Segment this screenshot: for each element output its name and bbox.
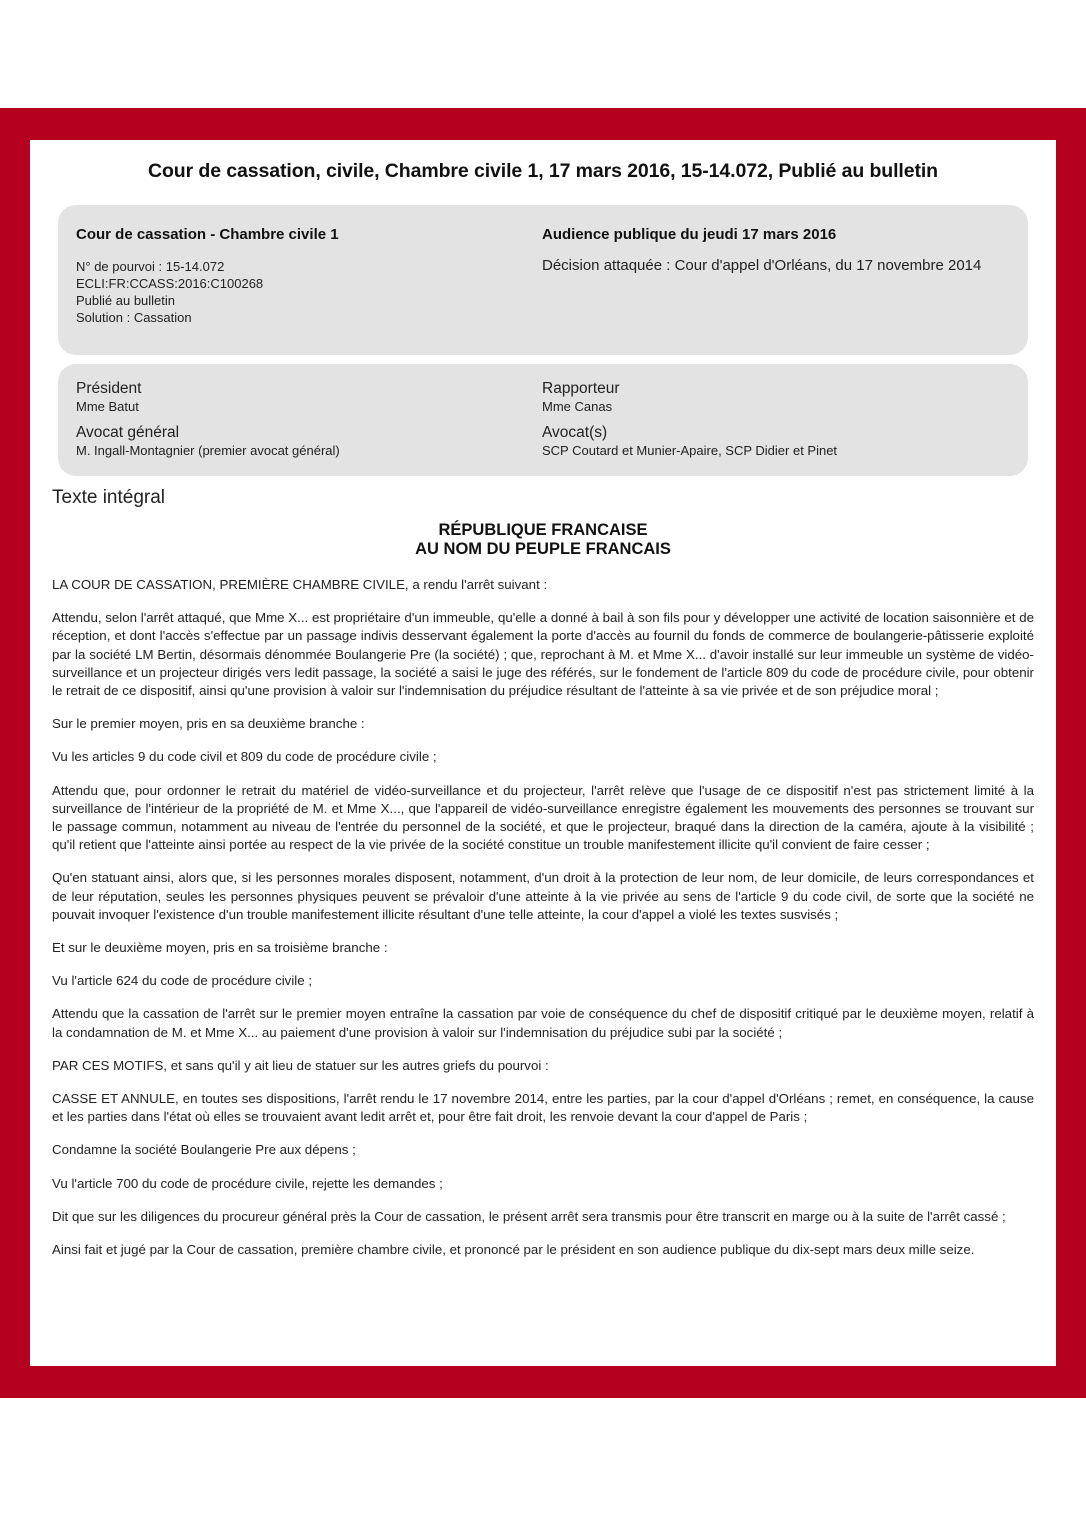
paragraph: Dit que sur les diligences du procureur général près la Cour de cassation, le présent arrêt sera transmis pour être transcrit en marge ou à la suite de l'arrêt cassé ; (52, 1208, 1006, 1224)
paragraph: Attendu que la cassation de l'arrêt sur le premier moyen entraîne la cassation par voie de conséquence du chef de dispositif critiqué par le deuxième moyen, relatif à la condamnation de M. et Mme X... au paiement d'une provision à valoir sur l'indemnisation du préjudice subi par la société ; (52, 1006, 1034, 1040)
paragraph: Vu les articles 9 du code civil et 809 du code de procédure civile ; (52, 749, 437, 765)
parties-panel (58, 364, 1028, 476)
paragraph: Et sur le deuxième moyen, pris en sa troisième branche : (52, 940, 388, 956)
avocat-general-label: Avocat général (76, 424, 180, 441)
audience-heading: Audience publique du jeudi 17 mars 2016 (542, 226, 837, 243)
paragraph: LA COUR DE CASSATION, PREMIÈRE CHAMBRE CIVILE, a rendu l'arrêt suivant : (52, 577, 548, 592)
ecli-code: ECLI:FR:CCASS:2016:C100268 (76, 276, 264, 291)
paragraph: PAR CES MOTIFS, et sans qu'il y ait lieu de statuer sur les autres griefs du pourvoi : (52, 1057, 549, 1073)
solution: Solution : Cassation (76, 310, 192, 325)
paragraph: Qu'en statuant ainsi, alors que, si les personnes morales disposent, notamment, d'un droit à la protection de leur nom, de leur domicile, de leurs correspondances et de leur réputation, seules les personnes physiques peuvent se prévaloir d'une atteinte à la vie privée au sens de l'article 9 du code civil, de sorte que la société ne pouvait invoquer l'existence d'un trouble manifestement illicite résultant d'une telle atteinte, la cour d'appel a violé les textes susvisés ; (52, 870, 1034, 922)
paragraph: Attendu que, pour ordonner le retrait du matériel de vidéo-surveillance et du projecteur, l'arrêt relève que l'usage de ce dispositif n'est pas strictement limité à la surveillance de l'intérieur de la propriété de M. et Mme X..., que l'appareil de vidéo-surveillance enregistre également les mouvements des personnes se trouvant sur le passage commun, notamment au niveau de l'entrée du personnel de la société, et que le projecteur, braqué dans la direction de la caméra, ajoute à la visibilité ; qu'il retient que l'atteinte ainsi portée au respect de la vie privée de la société constitue un trouble manifestement illicite qu'il convient de faire cesser ; (52, 782, 1034, 853)
avocats-value: SCP Coutard et Munier-Apaire, SCP Didier et Pinet (542, 443, 838, 458)
paragraph: Condamne la société Boulangerie Pre aux dépens ; (52, 1142, 356, 1158)
avocat-general-value: M. Ingall-Montagnier (premier avocat général) (76, 443, 340, 458)
decision-info-panel (58, 205, 1028, 355)
rapporteur-value: Mme Canas (542, 399, 613, 414)
full-text-heading: Texte intégral (52, 487, 166, 508)
page-title: Cour de cassation, civile, Chambre civile 1, 17 mars 2016, 15-14.072, Publié au bulletin (148, 160, 938, 182)
paragraph: Vu l'article 624 du code de procédure civile ; (52, 973, 313, 989)
publication-status: Publié au bulletin (76, 293, 176, 308)
decision-attaquee: Décision attaquée : Cour d'appel d'Orléans, du 17 novembre 2014 (542, 257, 982, 274)
president-label: Président (76, 380, 142, 397)
republic-line-2: AU NOM DU PEUPLE FRANCAIS (415, 540, 671, 558)
paragraph: Ainsi fait et jugé par la Cour de cassation, première chambre civile, et prononcé par le président en son audience publique du dix-sept mars deux mille seize. (52, 1242, 975, 1258)
rapporteur-label: Rapporteur (542, 380, 620, 397)
paragraph: Sur le premier moyen, pris en sa deuxième branche : (52, 716, 365, 732)
paragraph: Vu l'article 700 du code de procédure civile, rejette les demandes ; (52, 1175, 443, 1191)
republic-line-1: RÉPUBLIQUE FRANCAISE (438, 521, 648, 539)
pourvoi-number: N° de pourvoi : 15-14.072 (76, 259, 225, 274)
paragraph: Attendu, selon l'arrêt attaqué, que Mme X... est propriétaire d'un immeuble, qu'elle a donné à bail à son fils pour y développer une activité de location saisonnière et de réception, et dont l'accès s'effectue par un passage indivis desservant également la porte d'accès au fournil du fonds de commerce de boulangerie-pâtisserie exploité par la société LM Bertin, désormais dénommée Boulangerie Pre (la société) ; que, reprochant à M. et Mme X... d'avoir installé sur leur immeuble un système de vidéo-surveillance et un projecteur dirigés vers ledit passage, la société a saisi le juge des référés, sur le fondement de l'article 809 du code de procédure civile, pour obtenir le retrait de ce dispositif, ainsi qu'une provision à valoir sur l'indemnisation du préjudice résultant de l'atteinte à sa vie privée et de son préjudice moral ; (52, 610, 1034, 699)
republic-header (0, 521, 1086, 559)
avocats-label: Avocat(s) (542, 424, 608, 441)
paragraph: CASSE ET ANNULE, en toutes ses dispositions, l'arrêt rendu le 17 novembre 2014, entre les parties, par la cour d'appel d'Orléans ; remet, en conséquence, la cause et les parties dans l'état où elles se trouvaient avant ledit arrêt et, pour être fait droit, les renvoie devant la cour d'appel de Paris ; (52, 1091, 1034, 1125)
president-value: Mme Batut (76, 399, 139, 414)
chamber-heading: Cour de cassation - Chambre civile 1 (76, 226, 339, 243)
judgment-body (52, 576, 1034, 1274)
